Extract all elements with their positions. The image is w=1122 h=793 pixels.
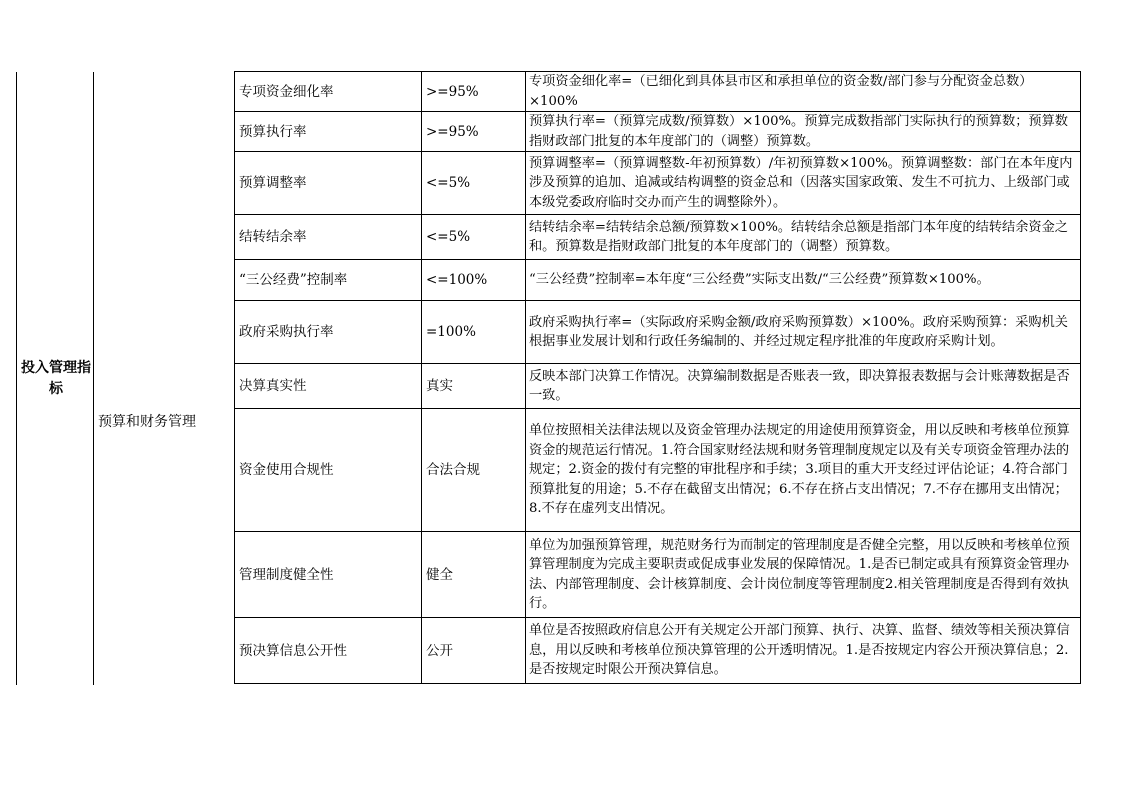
indicator-description: 单位按照相关法律法规以及资金管理办法规定的用途使用预算资金，用以反映和考核单位预算资金的规范运行情况。1.符合国家财经法规和财务管理制度规定以及有关专项资金管理办法的规定；2.资金的拨付有完整的审批程序和手续；3.项目的重大开支经过评估论证；4.符合部门预算批复的用途；5.不存在截留支出情况；6.不存在挤占支出情况；7.不存在挪用支出情况；8.不存在虚列支出情况。 [526, 409, 1081, 532]
indicator-name: 预算调整率 [235, 152, 422, 215]
category-label [19, 358, 93, 400]
table-row [235, 215, 1081, 260]
indicator-standard: >=95% [422, 112, 526, 152]
left-border-line [16, 72, 17, 685]
table-row [235, 618, 1081, 684]
indicator-description: 专项资金细化率=（已细化到具体县市区和承担单位的资金数/部门参与分配资金总数）×100% [526, 72, 1081, 112]
indicator-standard: =100% [422, 301, 526, 364]
indicator-description: 预算执行率=（预算完成数/预算数）×100%。预算完成数指部门实际执行的预算数；预算数指财政部门批复的本年度部门的（调整）预算数。 [526, 112, 1081, 152]
indicator-description: 单位是否按照政府信息公开有关规定公开部门预算、执行、决算、监督、绩效等相关预决算信息，用以反映和考核单位预决算管理的公开透明情况。1.是否按规定内容公开预决算信息；2.是否按规定时限公开预决算信息。 [526, 618, 1081, 684]
indicator-name: 管理制度健全性 [235, 532, 422, 618]
table-row [235, 260, 1081, 301]
table-row [235, 409, 1081, 532]
indicator-description: 单位为加强预算管理，规范财务行为而制定的管理制度是否健全完整，用以反映和考核单位预算管理制度为完成主要职责或促成事业发展的保障情况。1.是否已制定或具有预算资金管理办法、内部管理制度、会计核算制度、会计岗位制度等管理制度2.相关管理制度是否得到有效执行。 [526, 532, 1081, 618]
table-row [235, 72, 1081, 112]
indicator-standard: 真实 [422, 364, 526, 409]
indicator-description: 结转结余率=结转结余总额/预算数×100%。结转结余总额是指部门本年度的结转结余资金之和。预算数是指财政部门批复的本年度部门的（调整）预算数。 [526, 215, 1081, 260]
indicator-description: 预算调整率=（预算调整数-年初预算数）/年初预算数×100%。预算调整数：部门在本年度内涉及预算的追加、追减或结构调整的资金总和（因落实国家政策、发生不可抗力、上级部门或本级党委政府临时交办而产生的调整除外）。 [526, 152, 1081, 215]
indicator-table [234, 71, 1081, 684]
indicator-name: 政府采购执行率 [235, 301, 422, 364]
column-divider-line [93, 72, 94, 685]
indicator-description: 政府采购执行率=（实际政府采购金额/政府采购预算数）×100%。政府采购预算：采购机关根据事业发展计划和行政任务编制的、并经过规定程序批准的年度政府采购计划。 [526, 301, 1081, 364]
indicator-standard: 公开 [422, 618, 526, 684]
indicator-standard: <=5% [422, 215, 526, 260]
indicator-standard: <=100% [422, 260, 526, 301]
indicator-standard: <=5% [422, 152, 526, 215]
table-row [235, 532, 1081, 618]
indicator-description: “三公经费”控制率=本年度“三公经费”实际支出数/“三公经费”预算数×100%。 [526, 260, 1081, 301]
indicator-standard: >=95% [422, 72, 526, 112]
indicator-name: 结转结余率 [235, 215, 422, 260]
indicator-name: 预决算信息公开性 [235, 618, 422, 684]
indicator-description: 反映本部门决算工作情况。决算编制数据是否账表一致，即决算报表数据与会计账薄数据是否一致。 [526, 364, 1081, 409]
subcategory-label: 预算和财务管理 [98, 414, 196, 430]
indicator-name: 预算执行率 [235, 112, 422, 152]
table-row [235, 364, 1081, 409]
indicator-standard: 健全 [422, 532, 526, 618]
category-text: 投入管理指标 [21, 360, 91, 397]
indicator-name: 决算真实性 [235, 364, 422, 409]
table-row [235, 112, 1081, 152]
indicator-standard: 合法合规 [422, 409, 526, 532]
table-row [235, 152, 1081, 215]
indicator-name: 专项资金细化率 [235, 72, 422, 112]
indicator-name: 资金使用合规性 [235, 409, 422, 532]
table-row [235, 301, 1081, 364]
indicator-name: “三公经费”控制率 [235, 260, 422, 301]
